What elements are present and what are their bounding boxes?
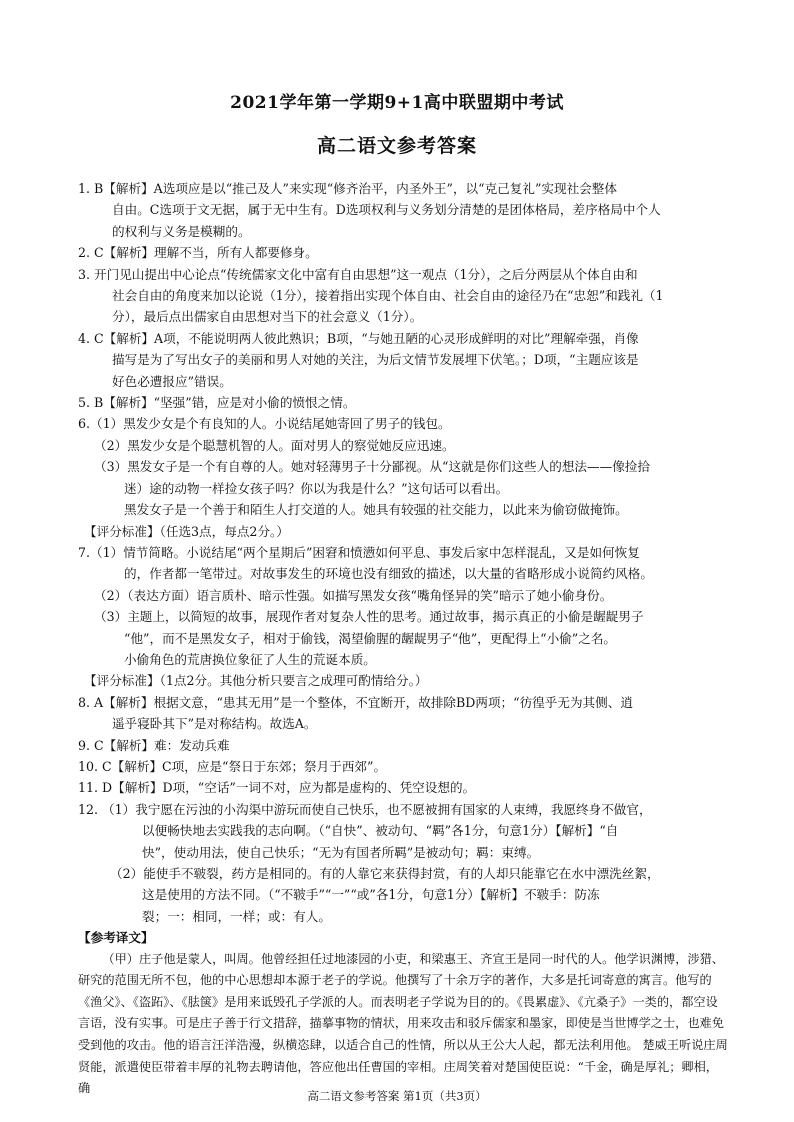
answer-7-point-3 xyxy=(78,606,728,670)
answer-9: 9. C【解析】难：发动兵难 xyxy=(78,737,230,753)
answer-12-point-1-line: 12. （1）我宁愿在污浊的小沟渠中游玩而使自己快乐，也不愿被拥有国家的人束缚，我愿终身不做官， xyxy=(78,801,652,817)
answer-3-line: 社会自由的角度来加以论说（1分），接着指出实现个体自由、社会自由的途径乃在“忠恕”和践礼（1 xyxy=(112,288,664,304)
answer-7-point-3-line: （3）主题上，以简短的故事，展现作者对复杂人性的思考。通过故事，揭示真正的小偷是龌龊男子 xyxy=(94,609,644,625)
answer-1-line: 自由。C选项于文无据，属于无中生有。D选项权利与义务划分清楚的是团体格局，差序格局中个人 xyxy=(112,202,661,218)
answer-4-line: 4. C【解析】A项，不能说明两人彼此熟识；B项，“与她丑陋的心灵形成鲜明的对比”理解牵强，肖像 xyxy=(78,330,639,346)
answer-11: 11. D【解析】D项，“空话”一词不对，应为都是虚构的、凭空设想的。 xyxy=(78,780,476,796)
answer-5: 5. B【解析】“坚强”错，应是对小偷的愤恨之情。 xyxy=(78,395,356,411)
answer-6-point-3 xyxy=(78,456,728,499)
answer-2: 2. C【解析】理解不当，所有人都要修身。 xyxy=(78,245,318,261)
translation-paragraph: （甲）庄子他是蒙人，叫周。他曾经担任过地漆园的小吏，和梁惠王、齐宣王是同一时代的人。他学识渊博，涉猎、研究的范围无所不包，他的中心思想却本源于老子的学说。他撰写了十余万字的著作，大多是托词寄意的寓言。他写的《渔父》、《盗跖》、《胠箧》是用来诋毁孔子学派的人。而表明老子学说为目的的。《畏累虚》、《亢桑子》一类的，都空设言语，没有实事。可是庄子善于行文措辞，描摹事物的情状，用来攻击和驳斥儒家和墨家，即使是当世博学之士，也难免受到他的攻击。他的语言汪洋浩漫，纵横恣肆，以适合自己的性情，所以从王公大人起，都无法利用他。 楚威王听说庄周贤能，派遣使臣带着丰厚的礼物去聘请他，答应他出任曹国的宰相。庄周笑着对楚国使臣说：“千金，确是厚礼；卿相，确 xyxy=(78,951,728,1096)
answer-3-line: 3. 开门见山提出中心论点“传统儒家文化中富有自由思想”这一观点（1分），之后分两层从个体自由和 xyxy=(78,266,638,282)
answer-7-point-1 xyxy=(78,542,728,585)
answer-6-point-2: （2）黑发少女是个聪慧机智的人。面对男人的察觉她反应迅速。 xyxy=(94,437,455,453)
answer-4-line: 好色必遭报应”错误。 xyxy=(112,373,232,389)
answer-1-line: 的权利与义务是模糊的。 xyxy=(112,223,251,239)
answer-6-point-1: 6.（1）黑发少女是个有良知的人。小说结尾她寄回了男子的钱包。 xyxy=(78,416,451,432)
answer-12-point-2-line: （2）能使手不皲裂，药方是相同的。有的人靠它来获得封赏，有的人却只能靠它在水中漂洗丝絮， xyxy=(110,866,660,881)
answer-12-point-1-line: 以便畅快地去实践我的志向啊。（“自快”、被动句、“羁”各1分，句意1分）【解析】“自 xyxy=(142,823,619,839)
answer-12-point-1 xyxy=(78,799,728,863)
answer-6-point-3-line: （3）黑发女子是一个有自尊的人。她对轻薄男子十分鄙视。从“这就是你们这些人的想法——像捡拾 xyxy=(94,459,650,475)
translation-heading: 【参考译文】 xyxy=(78,930,154,946)
answer-7-point-2: （2）（表达方面）语言质朴、暗示性强。如描写黑发女孩“嘴角怪异的笑”暗示了她小偷身份。 xyxy=(94,587,613,603)
answer-12-point-2 xyxy=(78,863,728,927)
page-footer: 高二语文参考答案 第1页（共3页） xyxy=(307,1089,487,1103)
answer-7-point-3-line: 小偷角色的荒唐换位象征了人生的荒诞本质。 xyxy=(124,651,376,667)
answer-6-point-4: 黑发女子是一个善于和陌生人打交道的人。她具有较强的社交能力，以此来为偷窃做掩饰。 xyxy=(124,502,628,518)
answer-6-scoring: 【评分标准】（任选3点，每点2分。） xyxy=(84,523,289,539)
answer-8-line: 8. A【解析】根据文意，“患其无用”是一个整体，不宜断开，故排除BD两项；“彷徨乎无为其侧、逍 xyxy=(78,694,633,710)
answer-8-line: 遥乎寝卧其下”是对称结构。故选A。 xyxy=(112,716,317,732)
answer-4-line: 描写是为了写出女子的美丽和男人对她的关注，为后文情节发展埋下伏笔。；D项，“主题应该是 xyxy=(112,352,639,368)
answer-12-point-2-line: 这是使用的方法不同。（“不皲手”“一”“或”各1分，句意1分）【解析】不皲手：防冻 xyxy=(142,887,600,903)
answer-7-point-1-line: 7.（1）情节简略。小说结尾“两个星期后”困窘和愤懑如何平息、事发后家中怎样混乱，又是如何恢复 xyxy=(78,544,640,560)
answer-4 xyxy=(78,328,728,392)
answer-6-point-3-line: 迷）途的动物一样捡女孩子吗？你以为我是什么？”这句话可以看出。 xyxy=(124,480,509,496)
answer-12-point-1-line: 快”，使动用法，使自己快乐；“无为有国者所羁”是被动句；羁：束缚。 xyxy=(142,844,540,860)
answer-3-line: 分），最后点出儒家自由思想对当下的社会意义（1分）。 xyxy=(112,309,423,325)
answer-7-point-3-line: “他”，而不是黑发女子，相对于偷钱，渴望偷腥的龌龊男子“他”，更配得上“小偷”之名。 xyxy=(124,630,617,646)
answer-1 xyxy=(78,178,728,242)
answer-8 xyxy=(78,692,728,735)
answer-7-scoring: 【评分标准】（1点2分。其他分析只要言之成理可酌情给分。） xyxy=(84,673,428,689)
answer-10: 10. C【解析】C项，应是“祭日于东郊；祭月于西郊”。 xyxy=(78,758,387,774)
answer-12-point-2-line: 裂；一：相同，一样；或：有人。 xyxy=(142,908,331,924)
answer-1-line: 1. B【解析】A选项应是以“推己及人”来实现“修齐治平，内圣外王”，以“克己复礼”实现社会整体 xyxy=(78,181,617,196)
exam-title: 2021学年第一学期9+1高中联盟期中考试 xyxy=(230,93,564,113)
answer-title: 高二语文参考答案 xyxy=(316,135,477,157)
answer-3 xyxy=(78,264,728,328)
answer-7-point-1-line: 的，作者都一笔带过。对故事发生的环境也没有细致的描述，以大量的省略形成小说简约风格。 xyxy=(124,566,653,582)
answer-content xyxy=(78,178,728,1100)
